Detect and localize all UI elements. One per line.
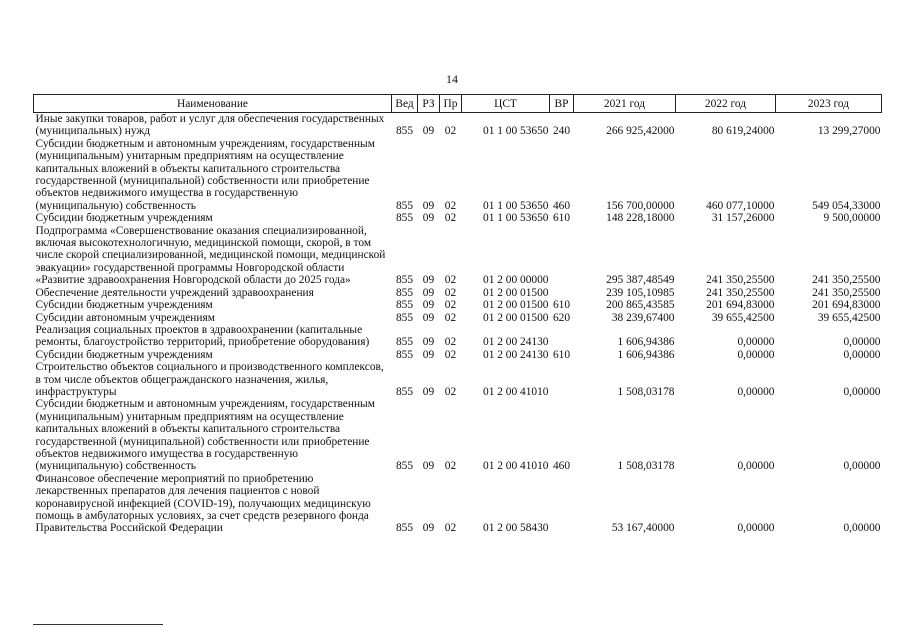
row-cst: 01 2 00 01500 (483, 299, 549, 312)
row-2021: 53 167,40000 (611, 522, 675, 535)
row-2021: 295 387,48549 (606, 274, 675, 287)
row-pr: 02 (444, 125, 457, 138)
page-number: 14 (446, 72, 458, 86)
row-vr (550, 473, 574, 535)
row-name: Субсидии бюджетным учреждениям (35, 212, 213, 225)
table-header (34, 95, 882, 113)
row-2021: 156 700,00000 (606, 199, 675, 212)
row-pr: 02 (444, 212, 457, 225)
row-cst: 01 2 00 01500 (483, 286, 549, 299)
row-2022: 80 619,24000 (711, 125, 775, 138)
row-cst: 01 1 00 53650 (483, 125, 549, 138)
row-vr (550, 225, 574, 287)
row-pr: 02 (444, 522, 457, 535)
table-row (34, 212, 882, 224)
row-name: Субсидии бюджетным учреждениям (35, 348, 213, 361)
row-name: Подпрограмма «Совершенствование оказания специализированной, включая высокотехнологичную, медицинской помощи, скорой, в том числе скорой специализированной, медицинской помощи, медицинской эвакуации» государственной программы Новгородской области «Развитие здравоохранения Новгородской области до 2025 года» (35, 224, 386, 287)
row-cst: 01 2 00 58430 (483, 522, 549, 535)
row-cst: 01 2 00 00000 (483, 274, 549, 287)
row-2023: 13 299,27000 (817, 125, 881, 138)
header-rz: РЗ (418, 95, 440, 113)
row-2022: 31 157,26000 (711, 212, 775, 225)
row-2022: 241 350,25500 (706, 274, 775, 287)
row-ved: 855 (395, 299, 414, 312)
row-2022: 0,00000 (737, 385, 775, 398)
row-2022: 0,00000 (737, 460, 775, 473)
row-rz: 09 (422, 460, 435, 473)
row-2023: 0,00000 (843, 336, 881, 349)
row-rz: 09 (422, 348, 435, 361)
row-vr: 620 (552, 311, 571, 324)
table-row (34, 361, 882, 398)
row-vr: 460 (552, 460, 571, 473)
row-cst: 01 2 00 41010 (483, 385, 549, 398)
table-row (34, 287, 882, 299)
row-name: Реализация социальных проектов в здравоохранении (капитальные ремонты, благоустройство территорий, приобретение оборудования) (35, 323, 370, 349)
row-name: Финансовое обеспечение мероприятий по приобретению лекарственных препаратов для лечения пациентов с новой коронавирусной инфекцией (COVID-19), получающих медицинскую помощь в амбулаторных условиях, за счет средств резервного фонда Правительства Российской Федерации (35, 472, 371, 535)
row-cst: 01 2 00 24130 (483, 348, 549, 361)
row-vr: 460 (552, 199, 571, 212)
row-name: Строительство объектов социального и производственного комплексов, в том числе объектов общегражданского назначения, жилья, инфраструктуры (35, 361, 384, 398)
row-2021: 266 925,42000 (606, 125, 675, 138)
row-vr (550, 361, 574, 398)
row-2023: 241 350,25500 (812, 274, 881, 287)
row-2023: 241 350,25500 (812, 286, 881, 299)
row-ved: 855 (395, 199, 414, 212)
table-row (34, 299, 882, 311)
row-vr (550, 324, 574, 349)
header-pr: Пр (440, 95, 462, 113)
row-2023: 9 500,00000 (823, 212, 881, 225)
row-2023: 39 655,42500 (817, 311, 881, 324)
row-rz: 09 (422, 274, 435, 287)
row-ved: 855 (395, 348, 414, 361)
row-2023: 0,00000 (843, 385, 881, 398)
row-pr: 02 (444, 311, 457, 324)
row-vr: 610 (552, 348, 571, 361)
row-ved: 855 (395, 274, 414, 287)
row-vr: 610 (552, 299, 571, 312)
table-row (34, 398, 882, 472)
row-cst: 01 2 00 01500 (483, 311, 549, 324)
row-pr: 02 (444, 336, 457, 349)
row-ved: 855 (395, 385, 414, 398)
row-vr: 610 (552, 212, 571, 225)
row-ved: 855 (395, 286, 414, 299)
row-rz: 09 (422, 385, 435, 398)
row-2022: 0,00000 (737, 336, 775, 349)
row-2021: 200 865,43585 (606, 299, 675, 312)
row-ved: 855 (395, 311, 414, 324)
row-name: Субсидии бюджетным и автономным учреждениям, государственным (муниципальным) унитарным предприятиям на осуществление капитальных вложений в объекты капитального строительства государственной (муниципальной) собственности или приобретение объектов недвижимого имущества в государственную (муниципальную) собственность (35, 398, 375, 473)
row-rz: 09 (422, 212, 435, 225)
row-rz: 09 (422, 311, 435, 324)
row-cst: 01 2 00 24130 (483, 336, 549, 349)
row-2022: 39 655,42500 (711, 311, 775, 324)
table-row (34, 138, 882, 212)
row-name: Субсидии бюджетным учреждениям (35, 299, 213, 312)
row-2021: 148 228,18000 (606, 212, 675, 225)
table-body (34, 113, 882, 535)
table-row (34, 312, 882, 324)
table-row (34, 113, 882, 138)
row-2023: 201 694,83000 (812, 299, 881, 312)
row-pr: 02 (444, 348, 457, 361)
row-2021: 1 508,03178 (617, 460, 675, 473)
row-ved: 855 (395, 336, 414, 349)
row-rz: 09 (422, 125, 435, 138)
row-ved: 855 (395, 460, 414, 473)
row-name: Субсидии автономным учреждениям (35, 311, 215, 324)
row-2022: 460 077,10000 (706, 199, 775, 212)
budget-table (33, 94, 882, 535)
header-name: Наименование (34, 95, 392, 113)
row-vr (550, 287, 574, 299)
row-2021: 239 105,10985 (606, 286, 675, 299)
row-pr: 02 (444, 199, 457, 212)
row-2022: 201 694,83000 (706, 299, 775, 312)
header-cst: ЦСТ (462, 95, 550, 113)
row-2023: 0,00000 (843, 522, 881, 535)
row-cst: 01 2 00 41010 (483, 460, 549, 473)
table-row (34, 473, 882, 535)
footnote-divider (33, 624, 163, 625)
row-2021: 1 606,94386 (617, 348, 675, 361)
row-ved: 855 (395, 125, 414, 138)
row-2022: 0,00000 (737, 348, 775, 361)
header-2022: 2022 год (676, 95, 776, 113)
row-2021: 1 508,03178 (617, 385, 675, 398)
header-vr: ВР (550, 95, 574, 113)
row-2023: 0,00000 (843, 460, 881, 473)
header-row (34, 95, 882, 113)
row-rz: 09 (422, 336, 435, 349)
row-2021: 1 606,94386 (617, 336, 675, 349)
row-pr: 02 (444, 286, 457, 299)
row-2021: 38 239,67400 (611, 311, 675, 324)
row-pr: 02 (444, 385, 457, 398)
table-row (34, 225, 882, 287)
row-pr: 02 (444, 460, 457, 473)
row-rz: 09 (422, 199, 435, 212)
table-row (34, 349, 882, 361)
row-cst: 01 1 00 53650 (483, 212, 549, 225)
row-pr: 02 (444, 274, 457, 287)
row-ved: 855 (395, 212, 414, 225)
header-2021: 2021 год (574, 95, 676, 113)
row-2023: 0,00000 (843, 348, 881, 361)
row-cst: 01 1 00 53650 (483, 199, 549, 212)
row-2022: 0,00000 (737, 522, 775, 535)
row-name: Обеспечение деятельности учреждений здравоохранения (35, 286, 314, 299)
header-ved: Вед (392, 95, 418, 113)
row-rz: 09 (422, 286, 435, 299)
row-2022: 241 350,25500 (706, 286, 775, 299)
row-2023: 549 054,33000 (812, 199, 881, 212)
row-pr: 02 (444, 299, 457, 312)
header-2023: 2023 год (776, 95, 882, 113)
row-name: Субсидии бюджетным и автономным учреждениям, государственным (муниципальным) унитарным предприятиям на осуществление капитальных вложений в объекты капитального строительства государственной (муниципальной) собственности или приобретение объектов недвижимого имущества в государственную (муниципальную) собственность (35, 137, 375, 212)
row-name: Иные закупки товаров, работ и услуг для обеспечения государственных (муниципальных) нужд (35, 113, 385, 138)
row-vr: 240 (552, 125, 571, 138)
row-rz: 09 (422, 522, 435, 535)
table-row (34, 324, 882, 349)
row-ved: 855 (395, 522, 414, 535)
row-rz: 09 (422, 299, 435, 312)
